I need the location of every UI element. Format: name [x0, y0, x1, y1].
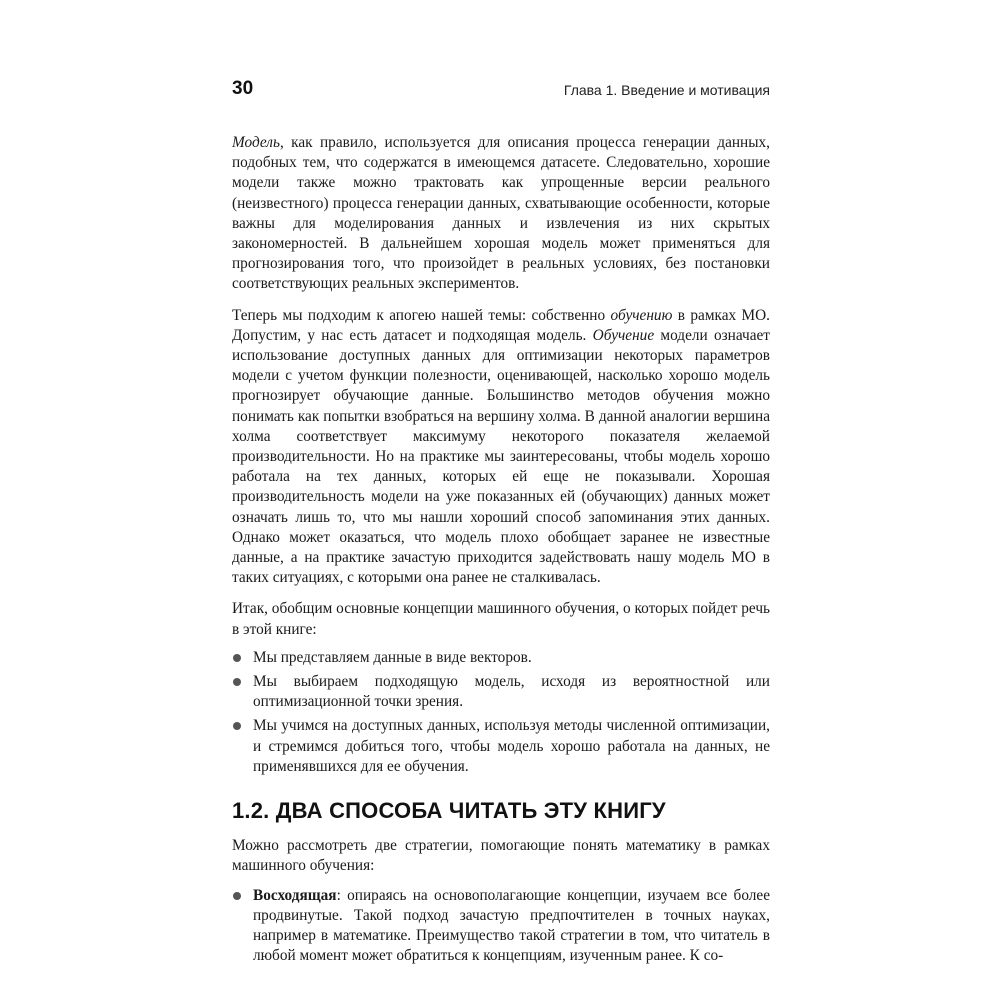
- paragraph-strategies: Можно рассмотреть две стратегии, помогающие понять математику в рамках машинного обучения:: [232, 837, 770, 875]
- bullet-icon: [233, 722, 241, 730]
- list-item: [232, 716, 770, 777]
- bullet-list-concepts: [232, 648, 770, 777]
- bullet-icon: [233, 654, 241, 662]
- emphasis-model: Модель: [232, 134, 280, 151]
- paragraph-text: модели означает использование доступных данных для оптимизации некоторых параметров модели с учетом функции полезности, оценивающей, насколько хорошо модель прогнозирует обучающие данные. Большинство методов обучения можно понимать как попытки взобраться на вершину холма. В данной аналогии вершина холма соответствует максимуму некоторого показателя желаемой производительности. Но на практике мы заинтересованы, чтобы модель хорошо работала на тех данных, которых ей еще не показывали. Хорошая производительность модели на уже показанных ей (обучающих) данных может означать лишь то, что мы нашли хороший способ запоминания этих данных. Однако может оказаться, что модель плохо обобщает заранее не известные данные, а на практике зачастую приходится задействовать нашу модель МО в таких ситуациях, с которыми она ранее не сталкивалась.: [232, 326, 770, 587]
- bullet-icon: [233, 892, 241, 900]
- list-item-text: Мы представляем данные в виде векторов.: [253, 648, 532, 666]
- bullet-list-strategies: [232, 886, 770, 967]
- running-head: Глава 1. Введение и мотивация: [563, 82, 770, 98]
- paragraph-summary: Итак, обобщим основные концепции машинного обучения, о которых пойдет речь в этой книге:: [232, 600, 770, 638]
- strategy-name: Восходящая: [253, 886, 337, 904]
- list-item-text: Мы учимся на доступных данных, используя методы численной оптимизации, и стремимся добиться того, чтобы модель хорошо работала на данных, не применявшихся для ее обучения.: [253, 717, 770, 775]
- page-header: [232, 78, 770, 102]
- paragraph-model: [232, 133, 770, 295]
- bullet-icon: [233, 678, 241, 686]
- list-item-text: Мы выбираем подходящую модель, исходя из вероятностной или оптимизационной точки зрения.: [253, 673, 770, 711]
- paragraph-text: , как правило, используется для описания процесса генерации данных, подобных тем, что содержатся в имеющемся датасете. Следовательно, хорошие модели также можно трактовать как упрощенные версии реального (неизвестного) процесса генерации данных, схватывающие особенности, которые важны для моделирования данных и извлечения из них скрытых закономерностей. В дальнейшем хорошая модель может применяться для прогнозирования того, что произойдет в реальных условиях, без постановки соответствующих реальных экспериментов.: [232, 134, 770, 293]
- page-number: 30: [232, 78, 254, 99]
- page-body: [232, 133, 770, 976]
- paragraph-text: в рамках МО. Допустим, у нас есть датасет и подходящая модель.: [232, 306, 770, 344]
- list-item: [232, 886, 770, 967]
- paragraph-text: Теперь мы подходим к апогею нашей темы: собственно: [232, 306, 611, 324]
- list-item: [232, 648, 770, 668]
- emphasis-training: Обучение: [592, 326, 655, 344]
- section-heading: 1.2. ДВА СПОСОБА ЧИТАТЬ ЭТУ КНИГУ: [232, 798, 666, 824]
- emphasis-learning: обучению: [610, 306, 673, 324]
- list-item-text: : опираясь на основополагающие концепции, изучаем все более продвинутые. Такой подход зачастую предпочтителен в точных науках, например в математике. Преимущество такой стратегии в том, что читатель в любой момент может обратиться к концепциям, изученным ранее. К со-: [253, 886, 770, 965]
- list-item: [232, 672, 770, 712]
- paragraph-learning: [232, 306, 770, 589]
